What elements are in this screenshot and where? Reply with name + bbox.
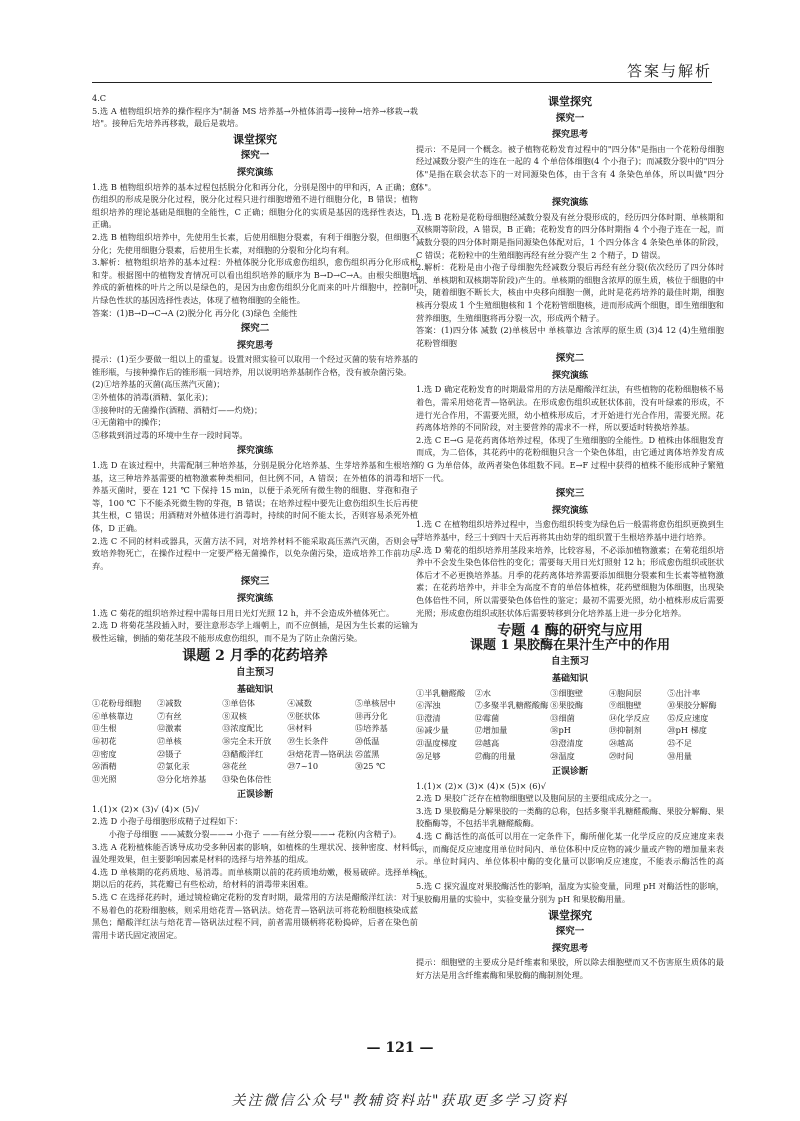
footer-note: 关注微信公众号"教辅资料站"获取更多学习资料: [231, 1093, 569, 1109]
paragraph: 3.解析：植物组织培养的基本过程：外植体脱分化形成愈伤组织，愈伤组织再分化形成根和芽。根据图中的植物发育情况可以看出组织培养的顺序为 B→D→C→A。由根尖细胞培养成的新植株的叶片之所以是绿色的，是因为由愈伤组织分化而来的叶片细胞中，控制叶片绿色性状的基因选择性表达，体现了植物细胞的全能性。: [92, 257, 418, 305]
grid-item: ㉖酒精: [92, 761, 117, 772]
subsection-heading: 探究演练: [236, 167, 273, 178]
grid-item: ⑰单核: [157, 735, 182, 746]
subsection-heading: 探究演练: [236, 446, 273, 457]
paragraph: 1.(1)× (2)× (3)√ (4)× (5)√: [92, 803, 200, 814]
grid-item: ④胞间层: [608, 687, 642, 698]
section-heading: 课堂探究: [548, 95, 592, 108]
subsection-heading: 自主预习: [550, 656, 589, 668]
paragraph: (2)①培养基的灭菌(高压蒸汽灭菌)；: [92, 379, 225, 390]
grid-item: ㉒镊子: [157, 748, 182, 759]
subsection-heading: 探究思考: [236, 340, 273, 351]
grid-item: ⑧果胶酶: [550, 700, 584, 711]
subsection-heading: 探究演练: [551, 370, 588, 381]
paragraph: 5.选 C 探究温度对果胶酶活性的影响，温度为实验变量，同理 pH 对酶活性的影响，果胶酶用量的实验中，实验变量分别为 pH 和果胶酶用量。: [416, 881, 724, 905]
grid-item: ⑲抑制剂: [608, 725, 642, 736]
header-title: 答案与解析: [626, 62, 712, 80]
grid-item: ㉚用量: [667, 750, 692, 761]
paragraph: 1.选 C 菊花的组织培养过程中需每日用日光灯光照 12 h，并不会造成外植体死亡。: [92, 607, 395, 618]
grid-item: ⑳pH 梯度: [667, 725, 707, 736]
grid-item: ㉘花丝: [222, 761, 247, 772]
subsection-heading: 正误诊断: [551, 767, 588, 778]
grid-item: ㉑密度: [92, 748, 117, 759]
paragraph: 答案：(1)四分体 减数 (2)单核居中 单核靠边 含浓厚的原生质 (3)4 12 (4)生殖细胞 花粉管细胞: [416, 325, 724, 348]
paragraph: 答案：(1)B→D→C→A (2)脱分化 再分化 (3)绿色 全能性: [92, 307, 298, 318]
paragraph: 4.选 D 单核期的花药质地、易消毒。而单核期以前的花药质地幼嫩，极易破碎。选择单核期以后的花药，其花瓣已有些松动，给材料的消毒带来困难。: [92, 866, 418, 890]
lesson-title: 课题 1 果胶酶在果汁生产中的作用: [469, 637, 671, 653]
paragraph: 2.选 D 果胶广泛存在植物细胞壁以及胞间层的主要组成成分之一。: [416, 793, 657, 804]
grid-item: ⑨细胞壁: [608, 700, 642, 711]
grid-item: ⑰增加量: [474, 725, 508, 736]
paragraph: 1.选 B 植物组织培养的基本过程包括脱分化和再分化，分别是图中的甲和丙，A 正确；愈伤组织的形成是脱分化过程，脱分化过程只进行细胞增殖不进行细胞分化，B 错误；植物组织培养的理论基础是细胞的全能性，C 正确；细胞分化的实质是基因的选择性表达，D 正确。: [92, 181, 418, 230]
grid-item: ⑫激素: [157, 723, 182, 734]
grid-item: ①花粉母细胞: [92, 698, 142, 709]
grid-item: ⑪生根: [92, 723, 117, 734]
grid-item: ㉓醋酸洋红: [222, 748, 264, 759]
right-column: [416, 92, 724, 982]
grid-item: ㉗氯化汞: [157, 761, 190, 772]
paragraph: 1.(1)× (2)× (3)× (4)× (5)× (6)√: [416, 780, 546, 791]
grid-item: ㉝染色体倍性: [222, 773, 272, 784]
grid-item: ⑨胚状体: [287, 710, 321, 721]
paragraph: 1.选 C 在植物组织培养过程中，当愈伤组织转变为绿色后一般需将愈伤组织更换到生芽培养基中，经三十到四十天后再将其由幼芽的组织置于生根培养基中进行培养。: [416, 519, 724, 542]
subsection-heading: 探究演练: [551, 198, 588, 209]
grid-item: ⑤出汁率: [667, 687, 701, 698]
grid-item: ⑦多聚半乳糖醛酸酶: [474, 700, 549, 711]
paragraph: 2.选 B 植物组织培养中，先使用生长素，后使用细胞分裂素，有利于细胞分裂，但细胞不分化；先使用细胞分裂素，后使用生长素，对细胞的分裂和分化均有利。: [92, 231, 418, 255]
grid-item: ㉘温度: [550, 750, 575, 761]
grid-item: ㉜分化培养基: [157, 773, 207, 784]
grid-item: ⑩果胶分解酶: [667, 700, 717, 711]
subsection-heading: 探究思考: [551, 943, 588, 954]
paragraph: 2.解析：花粉是由小孢子母细胞先经减数分裂后再经有丝分裂(依次经历了四分体时期、单核期和双核期等阶段)产生的。单核期的细胞含浓厚的原生质，核位于细胞的中央，随着细胞不断长大，核由中央移向细胞一侧，此时是花药培养的最佳时期，细胞核再分裂成 1 个生殖细胞核和 1 个花粉管细胞核，进而形成两个细胞，即生殖细胞和营养细胞，生殖细胞将再分裂一次，形成两个精子。: [416, 262, 724, 323]
grid-item: ⑩再分化: [354, 710, 388, 721]
paragraph: ⑤移栽到消过毒的环境中生存一段时间等。: [92, 429, 248, 440]
subsection-heading: 自主预习: [235, 666, 274, 678]
subsection-heading: 基础知识: [236, 684, 273, 695]
grid-item: ⑥单核靠边: [92, 710, 133, 721]
grid-item: ⑤单核居中: [354, 698, 396, 709]
paragraph: 5.选 C 在选择花药时，通过镜检确定花粉的发育时期，最常用的方法是醋酸洋红法：对于不易着色的花粉细胞核，则采用焙花青—铬矾法。焙花青—铬矾法可将花粉细胞核染成蓝黑色；醋酸洋红法与焙花青—铬矾法过程不同，前者需用镊柄将花粉捣碎，后者在染色前需用卡诺氏固定液固定。: [92, 892, 418, 940]
left-column: [92, 92, 418, 941]
lesson-title: 课题 2 月季的花药培养: [182, 648, 328, 665]
grid-item: ㉑温度梯度: [416, 737, 457, 748]
grid-item: ㉖足够: [416, 750, 441, 761]
grid-item: ⑯减少量: [416, 725, 449, 736]
grid-item: ⑥浑浊: [416, 700, 441, 711]
subsection-heading: 探究二: [555, 353, 585, 365]
paragraph: ③接种时的无菌操作(酒精、酒精灯——灼烧)；: [92, 404, 263, 415]
subsection-heading: 探究三: [240, 576, 270, 588]
grid-item: ㉓澄清度: [550, 737, 584, 748]
page-number: — 121 —: [366, 1040, 434, 1056]
grid-item: ⑯初花: [92, 735, 117, 746]
grid-item: ②减数: [157, 698, 182, 709]
paragraph: 3.选 D 果胶酶是分解果胶的一类酶的总称，包括多聚半乳糖醛酸酶、果胶分解酶、果胶酯酶等，不包括半乳糖醛酸酶。: [416, 805, 724, 829]
topic-title: 专题 4 酶的研究与应用: [497, 623, 643, 640]
grid-item: ⑧双核: [222, 710, 247, 721]
subsection-heading: 正误诊断: [236, 790, 273, 801]
section-heading: 课堂探究: [548, 908, 592, 922]
paragraph: 5.选 A 植物组织培养的操作程序为"制备 MS 培养基→外植体消毒→接种→培养→移栽→栽培"。接种后先培养再移栽，最后是栽培。: [92, 105, 418, 129]
grid-item: ⑱完全未开放: [222, 735, 272, 746]
grid-item: ㉛光照: [92, 773, 117, 784]
section-heading: 课堂探究: [233, 132, 277, 146]
subsection-heading: 探究演练: [236, 593, 273, 604]
subsection-heading: 探究思考: [551, 130, 588, 141]
grid-item: ㉚25 ℃: [354, 761, 386, 772]
grid-item: ①半乳糖醛酸: [416, 687, 466, 698]
paragraph: 4.选 C 酶活性的高低可以用在一定条件下，酶所催化某一化学反应的反应速度来表示，而酶促反应速度用单位时间内、单位体积中反应物的减少量或产物的增加量来表示。单位时间内、单位体积中酶的变化量可以影响反应速度，不能表示酶活性的高低。: [416, 831, 724, 879]
answer-grid: [92, 697, 418, 785]
paragraph: 2.选 D 将菊花茎段插入时，要注意形态学上端朝上，而不应倒插，是因为生长素的运输为极性运输，倒插的菊花茎段不能形成愈伤组织，而不是为了防止杂菌污染。: [92, 620, 418, 643]
paragraph: 2.选 D 菊花的组织培养用茎段来培养，比较容易，不必添加植物激素；在菊花组织培养中不会发生染色体倍性的变化；需要每天用日光灯照射 12 h；形成愈伤组织或胚状体后才不必更换培养基。月季的花药离体培养需要添加细胞分裂素和生长素等植物激素；在花药培养中，并非全为高度不育的单倍体植株，花药壁细胞为体细胞，出现染色体倍性不同，所以需要染色体倍性的鉴定；最初不需要光照，幼小植株形成后需要光照；形成愈伤组织或胚状体后需要转移到分化培养基上进一步分化培养。: [416, 544, 724, 618]
grid-item: ㉙7~10: [287, 761, 319, 772]
answer-grid: [416, 687, 724, 763]
subsection-heading: 探究演练: [551, 505, 588, 516]
paragraph: 2.选 C E→G 是花药离体培养过程，体现了生殖细胞的全能性。D 植株由体细胞发育而成，为二倍体，其花药中的花粉细胞只含一个染色体组，由它通过离体培养发育成的 G 为单倍体，故两者染色体组数不同。E→F 过程中获得的植株不能形成种子繁殖下一代。: [416, 434, 724, 483]
grid-item: ㉔焙花青—铬矾法: [287, 748, 353, 759]
grid-item: ⑬浓度配比: [222, 723, 264, 734]
paragraph: ②外植体的消毒(酒精、氯化汞)；: [92, 392, 214, 403]
grid-item: ⑦有丝: [157, 710, 182, 721]
subsection-heading: 探究一: [555, 926, 585, 938]
grid-item: ⑬细菌: [550, 712, 575, 723]
subsection-heading: 探究三: [555, 488, 585, 500]
grid-item: ㉙时间: [608, 750, 634, 761]
subsection-heading: 探究二: [240, 323, 270, 335]
grid-item: ③细胞壁: [550, 687, 584, 698]
grid-item: ㉗酶的用量: [474, 750, 516, 761]
subsection-heading: 探究一: [240, 150, 270, 162]
grid-item: ⑮反应速度: [667, 712, 709, 723]
grid-item: ㉕不足: [667, 737, 692, 748]
grid-item: ⑭化学反应: [608, 712, 650, 723]
paragraph: 3.选 A 花粉植株能否诱导成功受多种因素的影响，如植株的生理状况、接种密度、材料低温处理效果，但主要影响因素是材料的选择与培养基的组成。: [92, 841, 418, 865]
grid-item: ⑮培养基: [354, 723, 388, 734]
paragraph: 提示：(1)至少要做一组以上的重复。设置对照实验可以取用一个经过灭菌的装有培养基的锥形瓶，与接种操作后的锥形瓶一同培养，用以说明培养基制作合格，没有被杂菌污染。: [92, 354, 418, 377]
grid-item: ㉔越高: [608, 737, 634, 748]
grid-item: ②水: [474, 687, 491, 698]
grid-item: ㉕蓝黑: [354, 748, 380, 759]
paragraph: 2.选 C 不同的材料或器具，灭菌方法不同，对培养材料不能采取高压蒸汽灭菌，否则会导致培养物死亡，在操作过程中一定要严格无菌操作，以免杂菌污染，造成培养工作前功尽弃。: [92, 535, 418, 571]
grid-item: ⑱pH: [550, 725, 571, 736]
paragraph: 提示：细胞壁的主要成分是纤维素和果胶，所以除去细胞壁而又不伤害原生质体的最好方法是用含纤维素酶和果胶酶的酶制剂处理。: [416, 957, 724, 980]
paragraph: 提示：不是同一个概念。被子植物花粉发育过程中的"四分体"是指由一个花粉母细胞经过减数分裂产生的连在一起的 4 个单倍体细胞(4 个小孢子)；而减数分裂中的"四分体"是指在联会状态下的一对同源染色体，由于含有 4 条染色单体，所以叫做"四分体"。: [416, 143, 724, 192]
paragraph: 2.选 D 小孢子母细胞形成精子过程如下：: [92, 816, 243, 827]
grid-item: ⑲生长条件: [287, 735, 329, 746]
grid-item: ㉒越高: [474, 737, 500, 748]
header-rule: [92, 82, 712, 83]
paragraph: 1.选 B 花粉是花粉母细胞经减数分裂及有丝分裂形成的，经历四分体时期、单核期和双核期等阶段，A 错误，B 正确；花粉发育的四分体时期指 4 个小孢子连在一起，而减数分裂的四分体时期是指同源染色体配对后，1 个四分体含 4 条染色单体的阶段，C 错误；花粉粒中的生殖细胞再经有丝分裂产生 2 个精子，D 错误。: [416, 211, 724, 260]
paragraph: ④无菌箱中的操作；: [92, 417, 166, 428]
paragraph: 1.选 D 确定花粉发育的时期最常用的方法是醋酸洋红法，有些植物的花粉细胞核不易着色，需采用焙花青—铬矾法。在形成愈伤组织或胚状体前，没有叶绿素的形成，不进行光合作用，不需要光照，幼小植株形成后，才开始进行光合作用，需要光照。花药离体培养的不同阶段，对主要营养的需求不一样，所以要适时转换培养基。: [416, 384, 724, 433]
subsection-heading: 基础知识: [551, 673, 588, 684]
grid-item: ⑪澄清: [416, 712, 441, 723]
formula: 小孢子母细胞 ——减数分裂——→ 小孢子 ——有丝分裂——→ 花粉(内含精子)。: [108, 829, 402, 840]
grid-item: ④减数: [287, 698, 312, 709]
grid-item: ③单倍体: [222, 698, 255, 709]
grid-item: ⑳低温: [354, 735, 380, 746]
paragraph: 4.C: [92, 93, 107, 103]
paragraph: 1.选 D 在该过程中，共需配制三种培养基，分别是脱分化培养基、生芽培养基和生根培养基，这三种培养基需要的植物激素种类相同，但比例不同，A 错误；在外植体的消毒和培养基灭菌时，要在 121 ℃ 下保持 15 min，以便于杀死所有微生物的细胞、芽孢和孢子等，100 ℃ 下不能杀死微生物的芽孢，B 错误；在培养过程中要先让愈伤组织生长后再使其生根，C 错误；用酒精对外植体进行消毒时，持续的时间不能太长，否则容易杀死外植体，D 正确。: [92, 460, 418, 533]
grid-item: ⑭材料: [287, 723, 312, 734]
grid-item: ⑫霉菌: [474, 712, 500, 723]
subsection-heading: 探究一: [555, 112, 585, 124]
